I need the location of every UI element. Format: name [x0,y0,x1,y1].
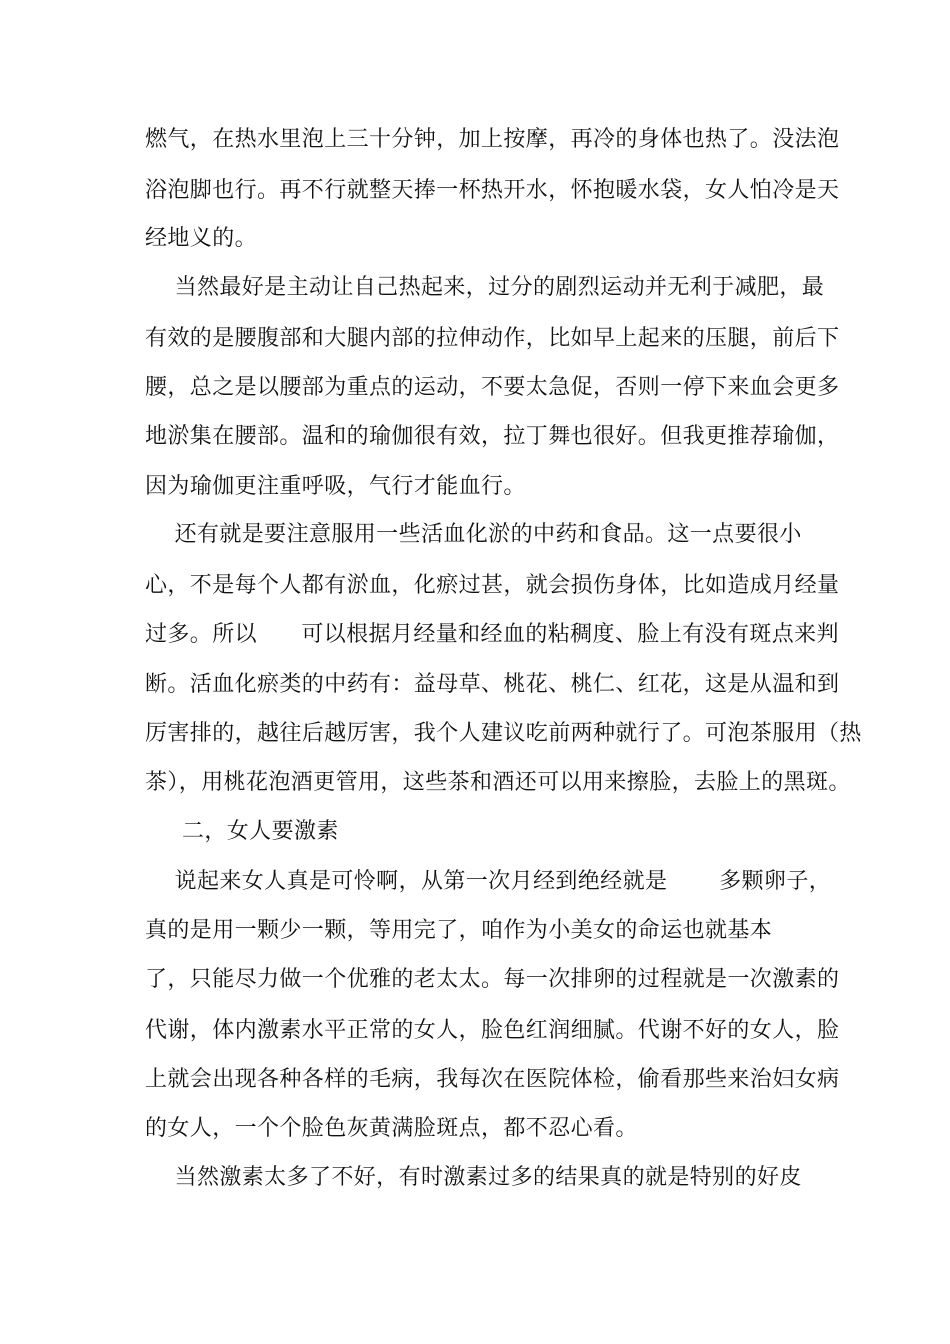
text-line: 断。活血化瘀类的中药有：益母草、桃花、桃仁、红花，这是从温和到 [145,672,840,697]
text-line: 当然激素太多了不好，有时激素过多的结果真的就是特别的好皮 [145,1165,802,1190]
text-line: 代谢，体内激素水平正常的女人，脸色红润细腻。代谢不好的女人，脸 [145,1018,840,1043]
text-line: 真的是用一颗少一颗，等用完了，咱作为小美女的命运也就基本 [145,918,773,943]
text-line: 过多。所以 可以根据月经量和经血的粘稠度、脸上有没有斑点来判 [145,622,839,647]
text-line: 浴泡脚也行。再不行就整天捧一杯热开水，怀抱暖水袋，女人怕冷是天 [145,178,840,203]
text-line: 的女人，一个个脸色灰黄满脸斑点，都不忍心看。 [145,1116,638,1141]
text-line: 当然最好是主动让自己热起来，过分的剧烈运动并无利于减肥，最 [145,275,825,300]
text-line: 燃气，在热水里泡上三十分钟，加上按摩，再冷的身体也热了。没法泡 [145,127,840,152]
text-line: 还有就是要注意服用一些活血化淤的中药和食品。这一点要很小 [145,522,802,547]
section-heading: 二，女人要激素 [145,819,339,844]
text-line: 上就会出现各种各样的毛病，我每次在医院体检，偷看那些来治妇女病 [145,1067,840,1092]
text-line: 腰，总之是以腰部为重点的运动，不要太急促，否则一停下来血会更多 [145,375,840,400]
text-line: 厉害排的，越往后越厉害，我个人建议吃前两种就行了。可泡茶服用（热 [145,721,862,746]
text-line: 茶），用桃花泡酒更管用，这些茶和酒还可以用来擦脸，去脸上的黑斑。 [145,770,851,795]
text-line: 因为瑜伽更注重呼吸，气行才能血行。 [145,474,526,499]
text-line: 心，不是每个人都有淤血，化瘀过甚，就会损伤身体，比如造成月经量 [145,573,840,598]
text-line: 地淤集在腰部。温和的瑜伽很有效，拉丁舞也很好。但我更推荐瑜伽， [145,424,840,449]
text-line: 有效的是腰腹部和大腿内部的拉伸动作，比如早上起来的压腿，前后下 [145,326,840,351]
text-line: 经地义的。 [145,226,258,251]
text-line: 了，只能尽力做一个优雅的老太太。每一次排卵的过程就是一次激素的 [145,967,840,992]
text-line: 说起来女人真是可怜啊，从第一次月经到绝经就是 多颗卵子， [145,869,832,894]
